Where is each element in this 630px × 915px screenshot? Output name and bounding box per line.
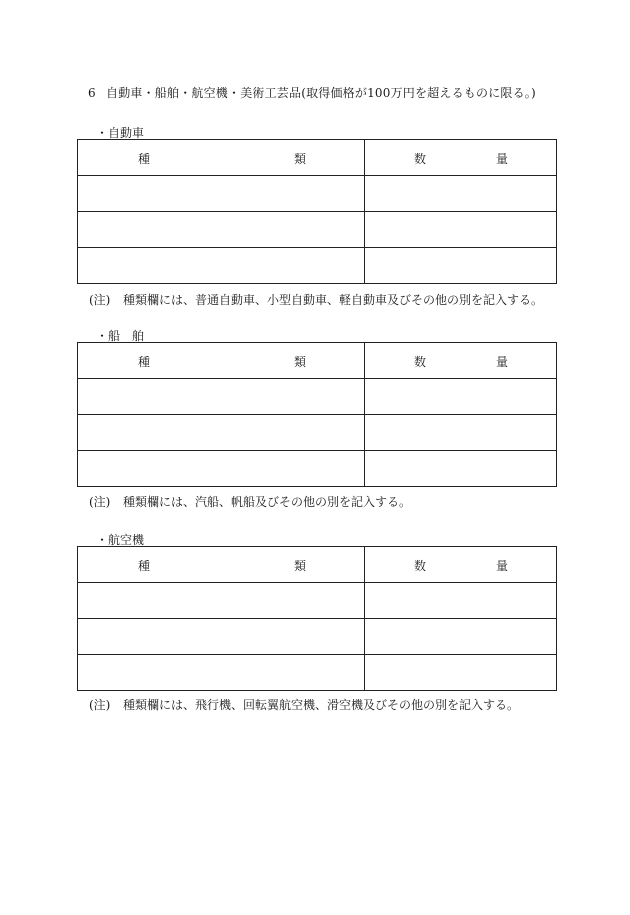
aircraft-table (77, 546, 557, 691)
kind-cell[interactable] (78, 451, 365, 487)
ship-table (77, 342, 557, 487)
table-row (78, 655, 557, 691)
section-label: ・船 舶 (96, 329, 145, 343)
kind-header (78, 343, 365, 379)
note-tag: (注) (89, 293, 111, 307)
heading-number: 6 (88, 86, 96, 100)
section-heading (88, 84, 536, 101)
note-text: 種類欄には、普通自動車、小型自動車、軽自動車及びその他の別を記入する。 (123, 293, 544, 307)
quantity-cell[interactable] (365, 176, 557, 212)
quantity-header (365, 140, 557, 176)
section-label: ・自動車 (96, 126, 145, 140)
kind-cell[interactable] (78, 619, 365, 655)
table-row (78, 451, 557, 487)
note-text: 種類欄には、飛行機、回転翼航空機、滑空機及びその他の別を記入する。 (123, 698, 520, 712)
quantity-header-right: 量 (496, 152, 509, 166)
note-tag: (注) (89, 698, 111, 712)
kind-header-right: 類 (294, 559, 307, 573)
quantity-cell[interactable] (365, 248, 557, 284)
kind-cell[interactable] (78, 212, 365, 248)
kind-header-left: 種 (138, 152, 151, 166)
kind-cell[interactable] (78, 248, 365, 284)
kind-header (78, 547, 365, 583)
table-note (89, 696, 519, 713)
note-tag: (注) (89, 495, 111, 509)
quantity-header-left: 数 (414, 355, 427, 369)
table-row (78, 619, 557, 655)
kind-header-right: 類 (294, 152, 307, 166)
kind-header-right: 類 (294, 355, 307, 369)
quantity-header-right: 量 (496, 355, 509, 369)
quantity-header-left: 数 (414, 559, 427, 573)
table-row (78, 415, 557, 451)
kind-cell[interactable] (78, 655, 365, 691)
quantity-cell[interactable] (365, 619, 557, 655)
table-row (78, 212, 557, 248)
table-note (89, 291, 543, 308)
table-row (78, 248, 557, 284)
table-note (89, 493, 411, 510)
table-header-row (78, 547, 557, 583)
section-label: ・航空機 (96, 533, 145, 547)
quantity-cell[interactable] (365, 212, 557, 248)
kind-cell[interactable] (78, 415, 365, 451)
automobile-table (77, 139, 557, 284)
quantity-header-left: 数 (414, 152, 427, 166)
quantity-cell[interactable] (365, 415, 557, 451)
note-text: 種類欄には、汽船、帆船及びその他の別を記入する。 (123, 495, 412, 509)
table-row (78, 176, 557, 212)
kind-cell[interactable] (78, 583, 365, 619)
quantity-cell[interactable] (365, 379, 557, 415)
table-header-row (78, 343, 557, 379)
quantity-header-right: 量 (496, 559, 509, 573)
kind-cell[interactable] (78, 379, 365, 415)
table-row (78, 583, 557, 619)
kind-header-left: 種 (138, 559, 151, 573)
kind-cell[interactable] (78, 176, 365, 212)
kind-header (78, 140, 365, 176)
quantity-header (365, 343, 557, 379)
kind-header-left: 種 (138, 355, 151, 369)
quantity-cell[interactable] (365, 451, 557, 487)
quantity-header (365, 547, 557, 583)
table-row (78, 379, 557, 415)
heading-text: 自動車・船舶・航空機・美術工芸品(取得価格が100万円を超えるものに限る。) (106, 86, 536, 100)
quantity-cell[interactable] (365, 583, 557, 619)
table-header-row (78, 140, 557, 176)
quantity-cell[interactable] (365, 655, 557, 691)
